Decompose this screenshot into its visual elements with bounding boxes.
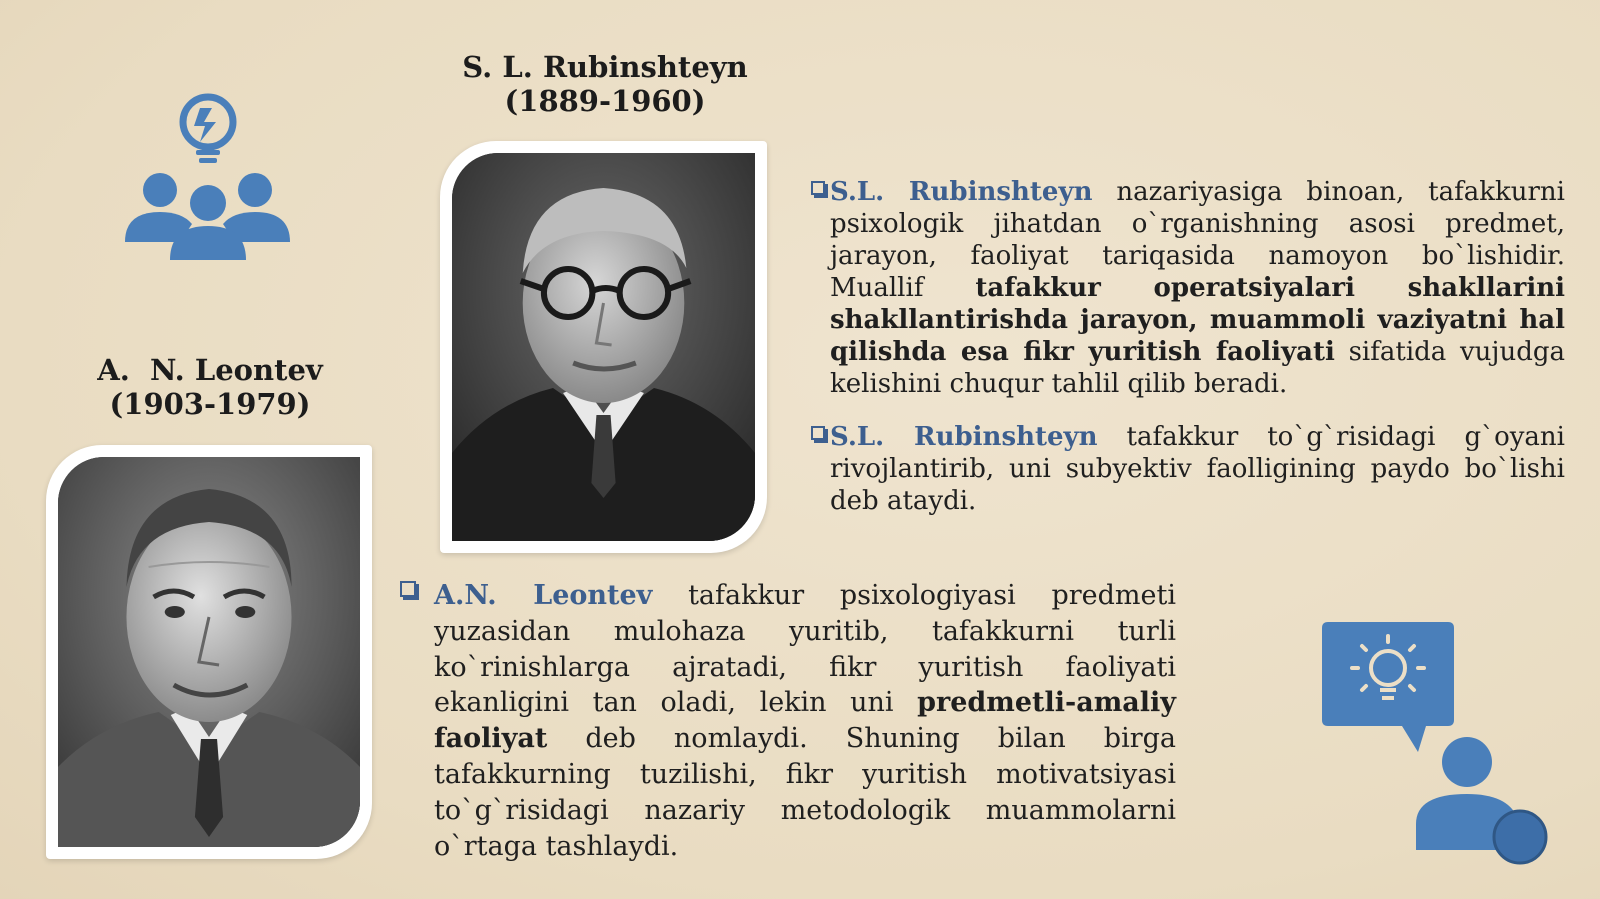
leontev-name: A. N. Leontev <box>97 353 323 387</box>
rubinshteyn-caption <box>430 50 780 118</box>
paragraph-rubinshteyn-idea <box>830 421 1565 517</box>
paragraph1-text-b: sifatida vujudga kelishini chuqur tahlil qilib beradi. <box>830 337 1565 399</box>
paragraph-leontev <box>434 578 1176 864</box>
paragraph1-text-a: nazariyasiga binoan, tafakkurni psixologik jihatdan o`rganishning asosi predmet, jarayon, faoliyat tariqasida namoyon bo`lishidir. Muallif <box>830 177 1565 303</box>
paragraph1-bold: tafakkur operatsiyalari shakllarini shakllantirishda jarayon, muammoli vaziyatni hal qilishda esa fikr yuritish faoliyati <box>830 273 1565 367</box>
paragraph2-name: S.L. Rubinshteyn <box>830 422 1098 452</box>
rubinshteyn-photo-frame <box>440 141 767 553</box>
paragraph2-text-a: tafakkur to`g`risidagi g`oyani rivojlantirib, uni subyektiv faolligining paydo bo`lishi deb ataydi. <box>830 422 1565 516</box>
paragraph3-name: A.N. Leontev <box>434 580 653 611</box>
bullet-checkbox-icon <box>400 581 416 597</box>
paragraph1-name: S.L. Rubinshteyn <box>830 177 1093 207</box>
paragraph-rubinshteyn-theory <box>830 176 1565 400</box>
team-lightbulb-icon <box>120 90 300 270</box>
rubinshteyn-photo <box>452 153 755 541</box>
bullet-checkbox-icon <box>811 181 825 195</box>
paragraph3-text-a: tafakkur psixologiyasi predmeti yuzasidan mulohaza yuritib, tafakkurni turli ko`rinishlarga ajratadi, fikr yuritish faoliyati ekanligini tan oladi, lekin uni <box>434 580 1176 719</box>
leontev-photo-frame <box>46 445 372 859</box>
paragraph3-bold: predmetli-amaliy faoliyat <box>434 687 1176 755</box>
leontev-years: (1903-1979) <box>109 387 311 421</box>
paragraph3-text-b: deb nomlaydi. Shuning bilan birga tafakkurning tuzilishi, fikr yuritish motivatsiyasi to`g`risidagi nazariy metodologik muammolarni o`rtaga tashlaydi. <box>434 723 1176 862</box>
bullet-checkbox-icon <box>811 426 825 440</box>
rubinshteyn-name: S. L. Rubinshteyn <box>462 50 748 84</box>
leontev-caption <box>60 353 360 421</box>
rubinshteyn-years: (1889-1960) <box>504 84 706 118</box>
person-lightbulb-icon <box>1322 622 1562 882</box>
leontev-photo <box>58 457 360 847</box>
